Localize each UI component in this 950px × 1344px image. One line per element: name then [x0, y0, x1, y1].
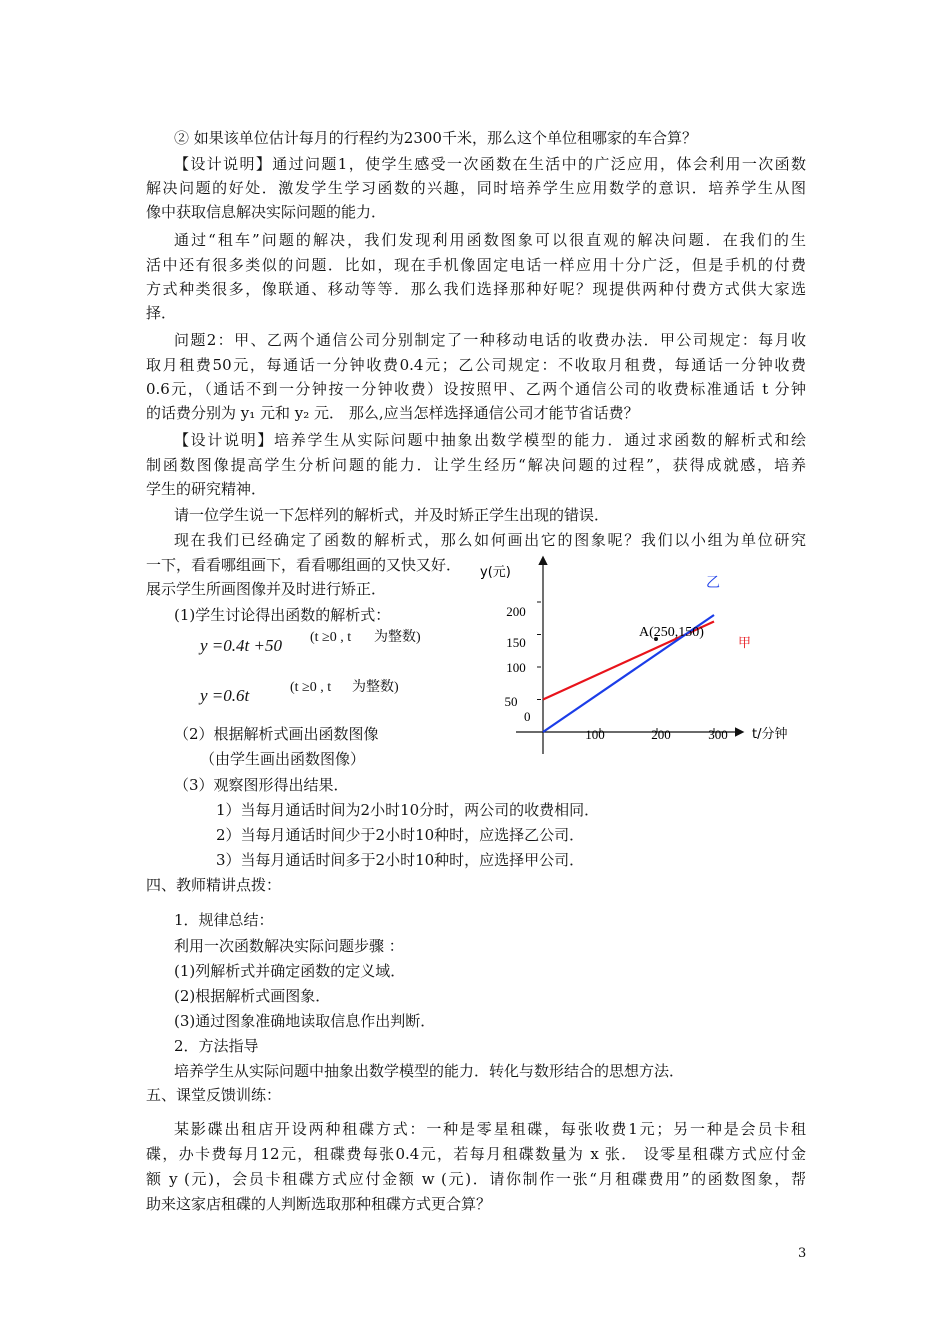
formula-b-condition-text: (t ≥0 , t	[290, 680, 332, 695]
y-tick-label: 100	[506, 660, 526, 675]
section-4-heading: 四、教师精讲点拨：	[146, 876, 282, 894]
formula-b-condition	[290, 680, 331, 696]
step-2-note: （由学生画出函数图像）	[200, 750, 366, 768]
formula-company-a	[200, 636, 282, 656]
section-5-heading: 五、课堂反馈训练：	[146, 1086, 282, 1104]
exercise-line1: 某影碟出租店开设两种租碟方式：一种是零星租碟，每张收费1元；另一种是会员卡租	[174, 1120, 806, 1138]
paragraph-draw-line3: 展示学生所画图像并及时进行矫正．	[146, 580, 387, 598]
formula-a-tail: 为整数)	[374, 630, 421, 645]
summary-heading: 1．规律总结：	[174, 911, 274, 929]
problem-2-line4: 的话费分别为 y₁ 元和 y₂ 元． 那么,应当怎样选择通信公司才能节省话费？	[146, 404, 639, 422]
design-note-1-line2: 解决问题的好处．激发学生学习函数的兴趣，同时培养学生应用数学的意识．培养学生从图	[146, 179, 806, 197]
design-note-1-line3: 像中获取信息解决实际问题的能力．	[146, 203, 387, 221]
step-3-label: （3）观察图形得出结果．	[174, 776, 349, 794]
series-label-company-b: 乙	[706, 575, 720, 591]
formula-a-condition-text: (t ≥0 , t	[310, 630, 352, 645]
formula-a-condition	[310, 630, 351, 646]
y-axis-label: y(元)	[480, 565, 511, 580]
paragraph-question-2: ② 如果该单位估计每月的行程约为2300千米，那么这个单位租哪家的车合算？	[174, 129, 697, 147]
summary-step-2: (2)根据解析式画图象．	[174, 987, 331, 1005]
problem-2-line1: 问题2：甲、乙两个通信公司分别制定了一种移动电话的收费办法．甲公司规定：每月收	[174, 331, 806, 349]
problem-2-line3: 0.6元，（通话不到一分钟按一分钟收费）设按照甲、乙两个通信公司的收费标准通话 t 分钟	[146, 380, 806, 398]
method-text: 培养学生从实际问题中抽象出数学模型的能力．转化与数形结合的思想方法．	[174, 1062, 685, 1080]
exercise-line3: 额 y (元)，会员卡租碟方式应付金额 w (元)．请你制作一张“月租碟费用”的函数图象，帮	[146, 1170, 806, 1188]
y-tick-label: 50	[504, 694, 518, 709]
method-heading: 2．方法指导	[174, 1037, 259, 1055]
x-axis-label: t/分钟	[752, 727, 788, 742]
point-a-label: A(250,150)	[639, 625, 704, 640]
design-note-2-line1: 【设计说明】培养学生从实际问题中抽象出数学模型的能力．通过求函数的解析式和绘	[174, 431, 806, 449]
paragraph-rental-line1: 通过“租车”问题的解决，我们发现利用函数图象可以很直观的解决问题．在我们的生	[174, 231, 806, 249]
paragraph-draw-line2: 一下，看看哪组画下，看看哪组画的又快又好．	[146, 556, 462, 574]
formula-a-expression: y =0.4t +50	[200, 636, 282, 655]
origin-label: 0	[524, 709, 531, 724]
phone-fee-chart	[480, 552, 810, 762]
formula-b-expression: y =0.6t	[200, 686, 250, 705]
x-tick-label: 100	[585, 727, 605, 742]
step-2-label: （2）根据解析式画出函数图像	[174, 725, 379, 743]
paragraph-rental-line3: 方式种类很多，像联通、移动等等．那么我们选择那种好呢？现提供两种付费方式供大家选	[146, 280, 806, 298]
formula-company-b	[200, 686, 249, 706]
y-tick-label: 150	[506, 635, 526, 650]
series-label-company-a: 甲	[738, 636, 752, 651]
summary-step-1: (1)列解析式并确定函数的定义域．	[174, 962, 406, 980]
step-1-label: (1)学生讨论得出函数的解析式：	[174, 606, 391, 624]
exercise-line4: 助来这家店租碟的人判断选取那种租碟方式更合算？	[146, 1195, 492, 1213]
design-note-2-line3: 学生的研究精神．	[146, 480, 267, 498]
paragraph-rental-line2: 活中还有很多类似的问题．比如，现在手机像固定电话一样应用十分广泛，但是手机的付费	[146, 256, 806, 274]
x-tick-label: 200	[651, 727, 671, 742]
paragraph-rental-line4: 择．	[146, 304, 177, 322]
summary-step-3: (3)通过图象准确地读取信息作出判断．	[174, 1012, 436, 1030]
result-3: 3）当每月通话时间多于2小时10种时，应选择甲公司．	[216, 851, 585, 869]
paragraph-ask-student: 请一位学生说一下怎样列的解析式，并及时矫正学生出现的错误．	[174, 506, 610, 524]
y-tick-label: 200	[506, 604, 526, 619]
x-tick-label: 300	[708, 727, 728, 742]
design-note-1-line1: 【设计说明】通过问题1，使学生感受一次函数在生活中的广泛应用，体会利用一次函数	[174, 155, 806, 173]
problem-2-line2: 取月租费50元，每通话一分钟收费0.4元；乙公司规定：不收取月租费，每通话一分钟收费	[146, 356, 806, 374]
summary-steps-title: 利用一次函数解决实际问题步骤 ：	[174, 937, 404, 955]
page-number: 3	[798, 1246, 807, 1261]
exercise-line2: 碟，办卡费每月12元，租碟费每张0.4元，若每月租碟数量为 x 张． 设零星租碟方式应付金	[146, 1145, 806, 1163]
result-1: 1）当每月通话时间为2小时10分时，两公司的收费相同．	[216, 801, 600, 819]
result-2: 2）当每月通话时间少于2小时10种时，应选择乙公司．	[216, 826, 585, 844]
paragraph-draw-line1: 现在我们已经确定了函数的解析式，那么如何画出它的图象呢？我们以小组为单位研究	[174, 531, 806, 549]
design-note-2-line2: 制函数图像提高学生分析问题的能力．让学生经历“解决问题的过程”，获得成就感，培养	[146, 456, 806, 474]
chart-ticks	[505, 602, 728, 742]
formula-b-tail: 为整数)	[352, 680, 399, 695]
